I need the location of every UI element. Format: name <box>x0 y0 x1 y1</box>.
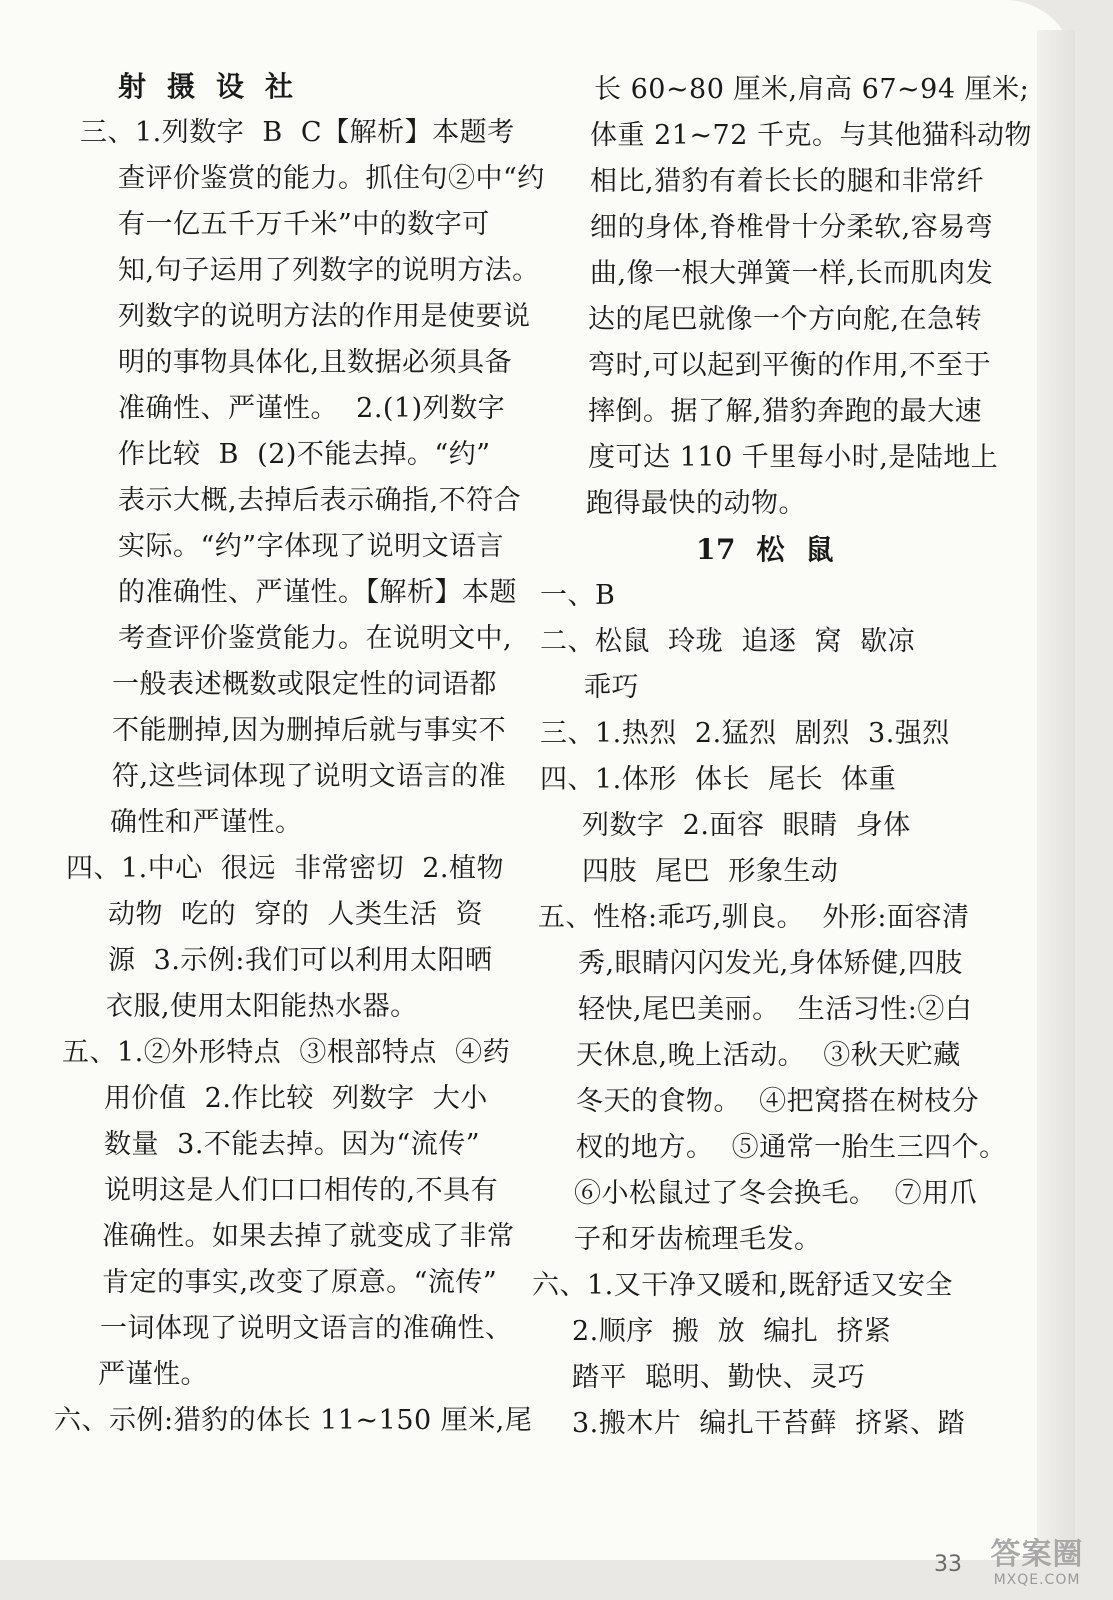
right-column-line: 踏平 聪明、勤快、灵巧 <box>572 1362 866 1393</box>
right-column-line: 四、1.体形 体长 尾长 体重 <box>540 764 897 795</box>
left-column-line: 确性和严谨性。 <box>110 807 303 838</box>
left-column-line: 四、1.中心 很远 非常密切 2.植物 <box>66 853 505 884</box>
left-column-line: 衣服,使用太阳能热水器。 <box>106 991 418 1022</box>
right-column-line: 摔倒。据了解,猎豹奔跑的最大速 <box>588 396 983 427</box>
right-column-line: 3.搬木片 编扎干苔藓 挤紧、踏 <box>572 1408 966 1439</box>
left-column-line: 不能删掉,因为删掉后就与事实不 <box>112 715 507 746</box>
left-column-line: 查评价鉴赏的能力。抓住句②中“约 <box>118 163 545 194</box>
right-column-line: 长 60~80 厘米,肩高 67~94 厘米; <box>594 74 1030 105</box>
left-column-line: 数量 3.不能去掉。因为“流传” <box>104 1129 481 1160</box>
right-column-line: 曲,像一根大弹簧一样,长而肌肉发 <box>590 258 994 289</box>
left-column-heading: 射 摄 设 社 <box>118 70 294 103</box>
right-column-line: 冬天的食物。 ④把窝搭在树枝分 <box>576 1086 980 1117</box>
right-column-line: 弯时,可以起到平衡的作用,不至于 <box>588 350 992 381</box>
right-column-line: 秀,眼睛闪闪发光,身体矫健,四肢 <box>578 948 963 979</box>
right-column-line: 达的尾巴就像一个方向舵,在急转 <box>588 304 983 335</box>
right-column-line: 三、1.热烈 2.猛烈 剧烈 3.强烈 <box>540 718 950 749</box>
left-column-line: 的准确性、严谨性。【解析】本题 <box>118 577 517 608</box>
left-column-line: 严谨性。 <box>98 1359 208 1390</box>
left-column-line: 符,这些词体现了说明文语言的准 <box>112 761 507 792</box>
right-column-line: 轻快,尾巴美丽。 生活习性:②白 <box>578 994 973 1025</box>
left-column-line: 动物 吃的 穿的 人类生活 资 <box>108 899 484 930</box>
left-column-line: 一词体现了说明文语言的准确性、 <box>100 1313 513 1344</box>
right-column-line: 四肢 尾巴 形象生动 <box>582 856 839 887</box>
watermark-site: MXQE.COM <box>993 1572 1081 1588</box>
watermark-logo: 答案圈 <box>990 1537 1084 1572</box>
left-column-line: 用价值 2.作比较 列数字 大小 <box>104 1083 488 1114</box>
right-column-line: 杈的地方。 ⑤通常一胎生三四个。 <box>576 1132 1007 1163</box>
left-column-line: 五、1.②外形特点 ③根部特点 ④药 <box>62 1037 511 1068</box>
right-column-line: 六、1.又干净又暖和,既舒适又安全 <box>532 1270 953 1301</box>
left-column-line: 三、1.列数字 B C【解析】本题考 <box>80 117 515 148</box>
left-column-line: 说明这是人们口口相传的,不具有 <box>104 1175 499 1206</box>
watermark <box>972 1538 1102 1594</box>
left-column-line: 一般表述概数或限定性的词语都 <box>112 669 497 700</box>
left-column-line: 作比较 B (2)不能去掉。“约” <box>118 439 491 470</box>
left-column-line: 知,句子运用了列数字的说明方法。 <box>118 255 540 286</box>
right-column-line: 子和牙齿梳理毛发。 <box>574 1224 822 1255</box>
left-column-line: 有一亿五千万千米”中的数字可 <box>118 209 490 240</box>
right-column-line: 相比,猎豹有着长长的腿和非常纤 <box>590 166 985 197</box>
right-column-heading: 17 松 鼠 <box>696 533 834 566</box>
right-column-line: 五、性格:乖巧,驯良。 外形:面容清 <box>538 902 970 933</box>
page-edge-shadow <box>1037 30 1075 1560</box>
right-column-line: 体重 21~72 千克。与其他猫科动物 <box>590 120 1033 151</box>
page-number: 33 <box>934 1552 962 1577</box>
left-column-line: 准确性。如果去掉了就变成了非常 <box>102 1221 515 1252</box>
right-column-line: 一、B <box>540 580 616 611</box>
left-column-line: 明的事物具体化,且数据必须具备 <box>118 347 513 378</box>
left-column-line: 准确性、严谨性。 2.(1)列数字 <box>118 393 506 424</box>
left-column-line: 六、示例:猎豹的体长 11~150 厘米,尾 <box>54 1405 533 1436</box>
left-column-line: 考查评价鉴赏能力。在说明文中, <box>118 623 513 654</box>
right-column-line: 度可达 110 千里每小时,是陆地上 <box>588 442 999 473</box>
right-column-line: 二、松鼠 玲珑 追逐 窝 歇凉 <box>540 626 916 657</box>
right-column-line: 列数字 2.面容 眼睛 身体 <box>582 810 911 841</box>
left-column-line: 源 3.示例:我们可以利用太阳晒 <box>108 945 493 976</box>
right-column-line: 细的身体,脊椎骨十分柔软,容易弯 <box>590 212 994 243</box>
right-column-line: 2.顺序 搬 放 编扎 挤紧 <box>572 1316 892 1347</box>
right-column-line: 跑得最快的动物。 <box>586 488 806 519</box>
right-column-line: 天休息,晚上活动。 ③秋天贮藏 <box>576 1040 961 1071</box>
right-column-line: 乖巧 <box>584 672 639 703</box>
left-column-line: 实际。“约”字体现了说明文语言 <box>118 531 505 562</box>
right-column-line: ⑥小松鼠过了冬会换毛。 ⑦用爪 <box>574 1178 978 1209</box>
left-column-line: 列数字的说明方法的作用是使要说 <box>118 301 531 332</box>
left-column-line: 肯定的事实,改变了原意。“流传” <box>102 1267 498 1298</box>
left-column-line: 表示大概,去掉后表示确指,不符合 <box>118 485 522 516</box>
